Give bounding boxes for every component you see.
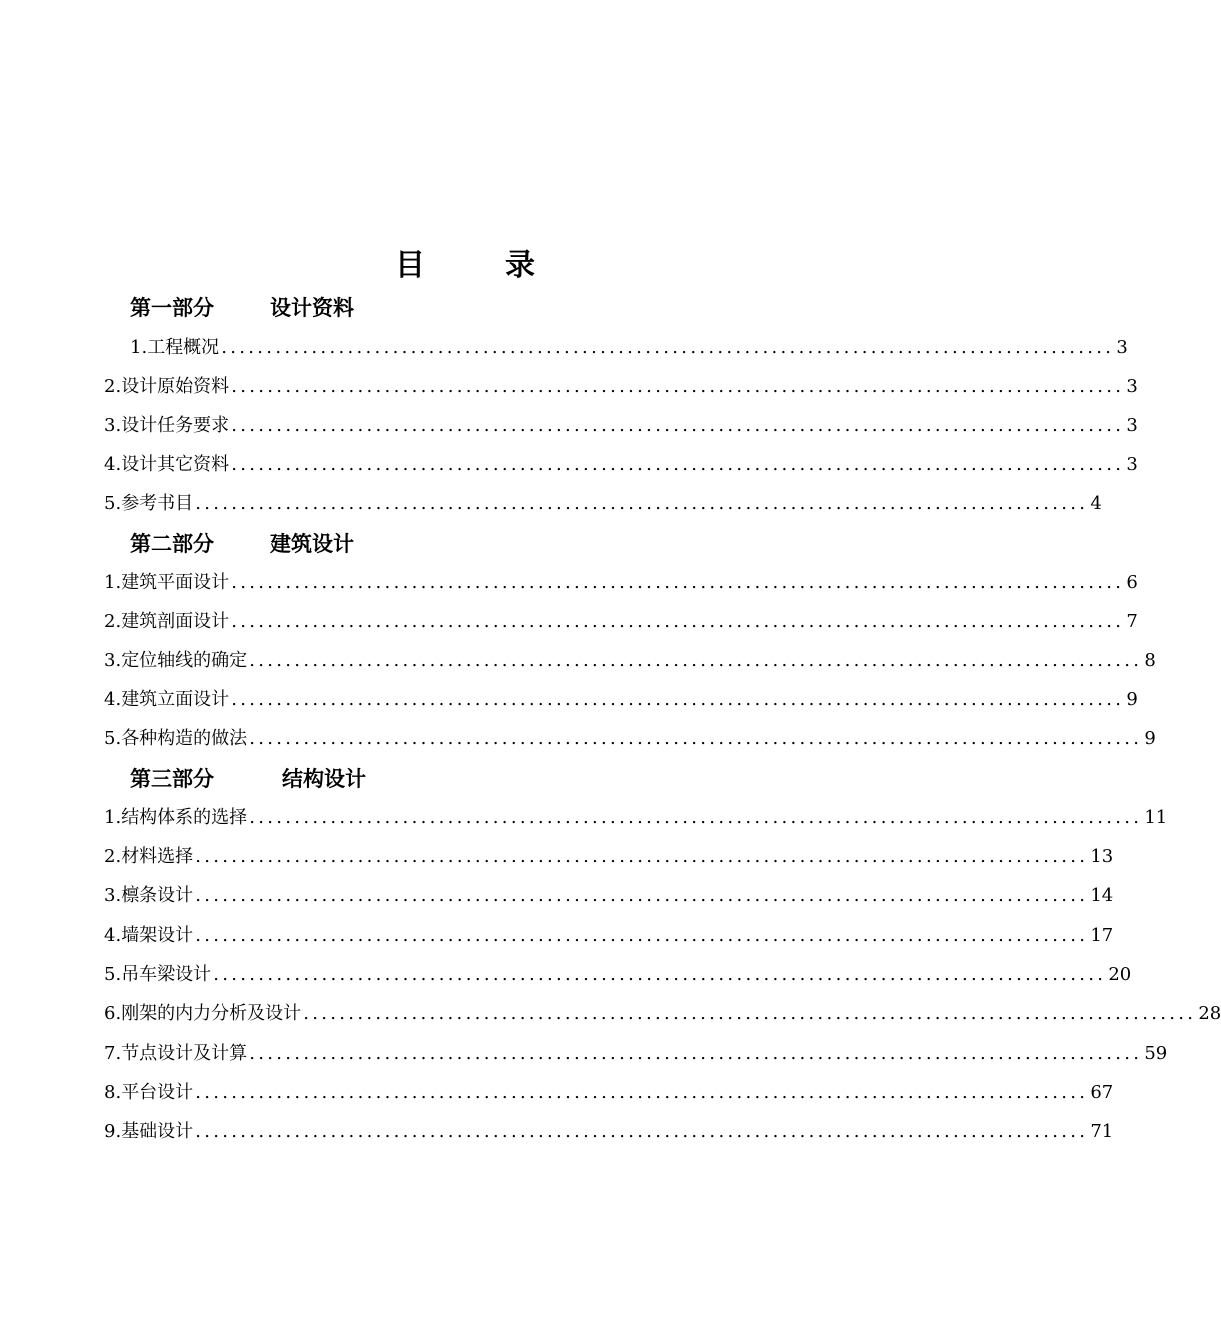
part-label: 第一部分 bbox=[130, 296, 214, 320]
toc-entry-label: 设计原始资料 bbox=[121, 376, 230, 397]
toc-entry-number: 1. bbox=[104, 807, 122, 828]
toc-entry-page: 67 bbox=[1090, 1082, 1114, 1103]
toc-entry-label: 刚架的内力分析及设计 bbox=[121, 1003, 302, 1024]
title-char-1: 目 bbox=[395, 248, 425, 283]
toc-entry-number: 3. bbox=[104, 415, 122, 436]
toc-entry[interactable] bbox=[130, 334, 1128, 362]
toc-entry[interactable] bbox=[104, 922, 1114, 950]
toc-entry-page: 7 bbox=[1126, 611, 1138, 632]
toc-entry-page: 20 bbox=[1108, 964, 1132, 985]
toc-entry-number: 4. bbox=[104, 454, 122, 475]
part-heading-3 bbox=[130, 763, 366, 795]
toc-entry[interactable] bbox=[104, 961, 1132, 989]
dot-leader: ................................................................................................... bbox=[195, 846, 1089, 867]
toc-entry-page: 3 bbox=[1126, 415, 1138, 436]
toc-entry[interactable] bbox=[104, 843, 1114, 871]
toc-entry-page: 17 bbox=[1090, 925, 1114, 946]
toc-entry[interactable] bbox=[104, 804, 1168, 832]
toc-entry-page: 8 bbox=[1144, 650, 1156, 671]
toc-entry[interactable] bbox=[104, 373, 1138, 401]
dot-leader: ................................................................................................... bbox=[231, 454, 1125, 475]
toc-entry-number: 4. bbox=[104, 689, 122, 710]
toc-entry-number: 2. bbox=[104, 611, 122, 632]
dot-leader: ................................................................................................... bbox=[221, 337, 1115, 358]
toc-entry-label: 材料选择 bbox=[121, 846, 194, 867]
toc-entry-label: 建筑立面设计 bbox=[121, 689, 230, 710]
toc-entry-page: 14 bbox=[1090, 885, 1114, 906]
toc-entry-label: 参考书目 bbox=[121, 493, 194, 514]
dot-leader: ................................................................................................... bbox=[195, 885, 1089, 906]
toc-entry-number: 2. bbox=[104, 846, 122, 867]
toc-entry-label: 建筑平面设计 bbox=[121, 572, 230, 593]
toc-entry[interactable] bbox=[104, 1079, 1114, 1107]
toc-entry[interactable] bbox=[104, 882, 1114, 910]
dot-leader: ................................................................................................... bbox=[249, 807, 1143, 828]
toc-entry-page: 13 bbox=[1090, 846, 1114, 867]
toc-entry-label: 基础设计 bbox=[121, 1121, 194, 1142]
toc-entry[interactable] bbox=[104, 608, 1138, 636]
dot-leader: ................................................................................................... bbox=[303, 1003, 1197, 1024]
toc-entry-page: 3 bbox=[1126, 376, 1138, 397]
page-title bbox=[0, 240, 930, 292]
dot-leader: ................................................................................................... bbox=[231, 572, 1125, 593]
part-label: 第三部分 bbox=[130, 767, 214, 791]
toc-entry[interactable] bbox=[104, 1000, 1221, 1028]
dot-leader: ................................................................................................... bbox=[231, 689, 1125, 710]
toc-entry[interactable] bbox=[104, 1040, 1168, 1068]
toc-entry-label: 平台设计 bbox=[121, 1082, 194, 1103]
part-heading-2 bbox=[130, 528, 354, 560]
toc-entry[interactable] bbox=[104, 686, 1138, 714]
toc-entry-page: 9 bbox=[1126, 689, 1138, 710]
dot-leader: ................................................................................................... bbox=[231, 415, 1125, 436]
toc-entry-label: 檩条设计 bbox=[121, 885, 194, 906]
toc-entry-label: 设计任务要求 bbox=[121, 415, 230, 436]
toc-entry-number: 4. bbox=[104, 925, 122, 946]
toc-entry-number: 6. bbox=[104, 1003, 122, 1024]
part-title: 设计资料 bbox=[270, 296, 354, 320]
toc-entry-number: 5. bbox=[104, 728, 122, 749]
dot-leader: ................................................................................................... bbox=[195, 1121, 1089, 1142]
toc-entry-label: 定位轴线的确定 bbox=[121, 650, 248, 671]
part-heading-1 bbox=[130, 292, 354, 324]
toc-entry-number: 5. bbox=[104, 964, 122, 985]
toc-entry-label: 各种构造的做法 bbox=[121, 728, 248, 749]
toc-entry-number: 3. bbox=[104, 885, 122, 906]
toc-entry-label: 墙架设计 bbox=[121, 925, 194, 946]
dot-leader: ................................................................................................... bbox=[231, 611, 1125, 632]
dot-leader: ................................................................................................... bbox=[249, 650, 1143, 671]
dot-leader: ................................................................................................... bbox=[231, 376, 1125, 397]
part-label: 第二部分 bbox=[130, 532, 214, 556]
toc-entry-label: 结构体系的选择 bbox=[121, 807, 248, 828]
dot-leader: ................................................................................................... bbox=[195, 1082, 1089, 1103]
dot-leader: ................................................................................................... bbox=[195, 925, 1089, 946]
toc-entry-label: 节点设计及计算 bbox=[121, 1043, 248, 1064]
toc-entry-number: 7. bbox=[104, 1043, 122, 1064]
toc-entry-label: 建筑剖面设计 bbox=[121, 611, 230, 632]
toc-entry-page: 4 bbox=[1090, 493, 1102, 514]
toc-entry-number: 8. bbox=[104, 1082, 122, 1103]
toc-entry-page: 6 bbox=[1126, 572, 1138, 593]
toc-entry[interactable] bbox=[104, 725, 1156, 753]
toc-entry-page: 71 bbox=[1090, 1121, 1114, 1142]
toc-entry-number: 1. bbox=[104, 572, 122, 593]
toc-entry-number: 9. bbox=[104, 1121, 122, 1142]
toc-entry[interactable] bbox=[104, 647, 1156, 675]
toc-entry[interactable] bbox=[104, 1118, 1114, 1146]
toc-entry-page: 28 bbox=[1198, 1003, 1221, 1024]
toc-entry-label: 吊车梁设计 bbox=[121, 964, 212, 985]
toc-entry-number: 1. bbox=[130, 337, 148, 358]
toc-entry-number: 5. bbox=[104, 493, 122, 514]
toc-entry[interactable] bbox=[104, 451, 1138, 479]
dot-leader: ................................................................................................... bbox=[249, 1043, 1143, 1064]
toc-entry-label: 工程概况 bbox=[147, 337, 220, 358]
toc-entry-page: 9 bbox=[1144, 728, 1156, 749]
toc-entry[interactable] bbox=[104, 412, 1138, 440]
toc-entry-page: 59 bbox=[1144, 1043, 1168, 1064]
toc-entry-page: 3 bbox=[1116, 337, 1128, 358]
toc-entry-label: 设计其它资料 bbox=[121, 454, 230, 475]
toc-entry[interactable] bbox=[104, 490, 1102, 518]
toc-entry-page: 11 bbox=[1144, 807, 1168, 828]
toc-entry-number: 3. bbox=[104, 650, 122, 671]
part-title: 建筑设计 bbox=[270, 532, 354, 556]
part-title: 结构设计 bbox=[282, 767, 366, 791]
dot-leader: ................................................................................................... bbox=[249, 728, 1143, 749]
toc-entry[interactable] bbox=[104, 569, 1138, 597]
toc-entry-page: 3 bbox=[1126, 454, 1138, 475]
toc-entry-number: 2. bbox=[104, 376, 122, 397]
dot-leader: ................................................................................................... bbox=[213, 964, 1107, 985]
dot-leader: ................................................................................................... bbox=[195, 493, 1089, 514]
title-char-2: 录 bbox=[505, 248, 535, 283]
